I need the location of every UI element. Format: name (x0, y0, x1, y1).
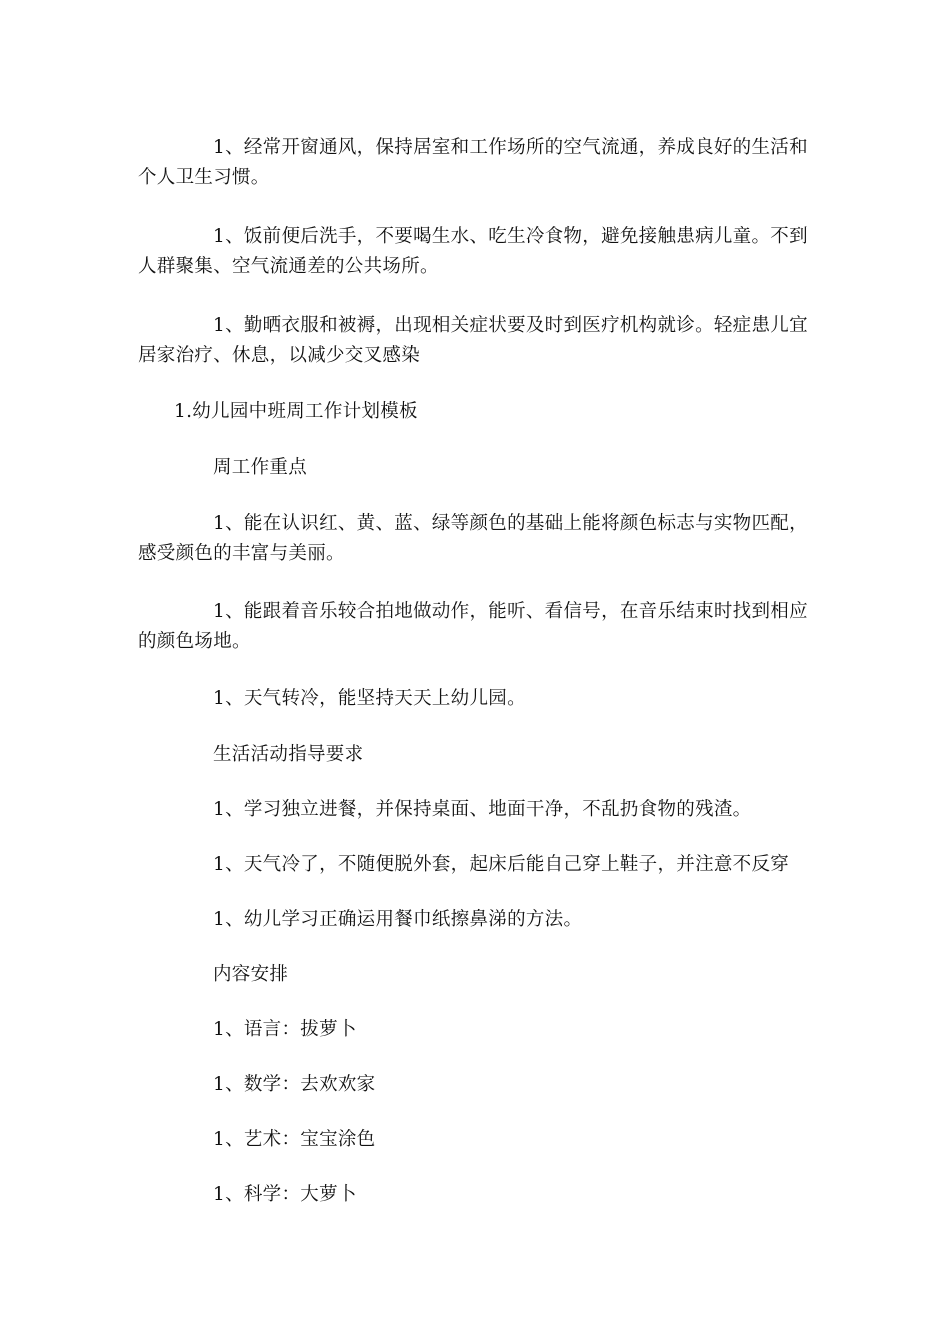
content-plan-heading: 内容安排 (213, 964, 289, 985)
content-plan-item-3: 1、艺术：宝宝涂色 (213, 1129, 376, 1150)
content-plan-item-1: 1、语言：拔萝卜 (213, 1019, 357, 1040)
intro-item-2: 1、饭前便后洗手，不要喝生水、吃生冷食物，避免接触患病儿童。不到人群聚集、空气流通差的公共场所。 (138, 226, 808, 277)
content-plan-item-2: 1、数学：去欢欢家 (213, 1074, 376, 1095)
weekly-focus-item-2: 1、能跟着音乐较合拍地做动作，能听、看信号，在音乐结束时找到相应的颜色场地。 (138, 601, 808, 652)
weekly-focus-item-1: 1、能在认识红、黄、蓝、绿等颜色的基础上能将颜色标志与实物匹配，感受颜色的丰富与美丽。 (138, 513, 808, 564)
life-guidance-item-2: 1、天气冷了，不随便脱外套，起床后能自己穿上鞋子，并注意不反穿 (213, 854, 790, 875)
weekly-focus-item-3: 1、天气转冷，能坚持天天上幼儿园。 (213, 688, 526, 709)
intro-item-1: 1、经常开窗通风，保持居室和工作场所的空气流通，养成良好的生活和个人卫生习惯。 (138, 137, 808, 188)
intro-item-3: 1、勤晒衣服和被褥，出现相关症状要及时到医疗机构就诊。轻症患儿宜居家治疗、休息，以减少交叉感染 (138, 315, 808, 366)
life-guidance-heading: 生活活动指导要求 (213, 744, 364, 765)
life-guidance-item-3: 1、幼儿学习正确运用餐巾纸擦鼻涕的方法。 (213, 909, 583, 930)
weekly-focus-heading: 周工作重点 (213, 457, 308, 478)
content-plan-item-4: 1、科学：大萝卜 (213, 1184, 357, 1205)
document-title: 1.幼儿园中班周工作计划模板 (174, 401, 418, 422)
life-guidance-item-1: 1、学习独立进餐，并保持桌面、地面干净，不乱扔食物的残渣。 (213, 799, 752, 820)
